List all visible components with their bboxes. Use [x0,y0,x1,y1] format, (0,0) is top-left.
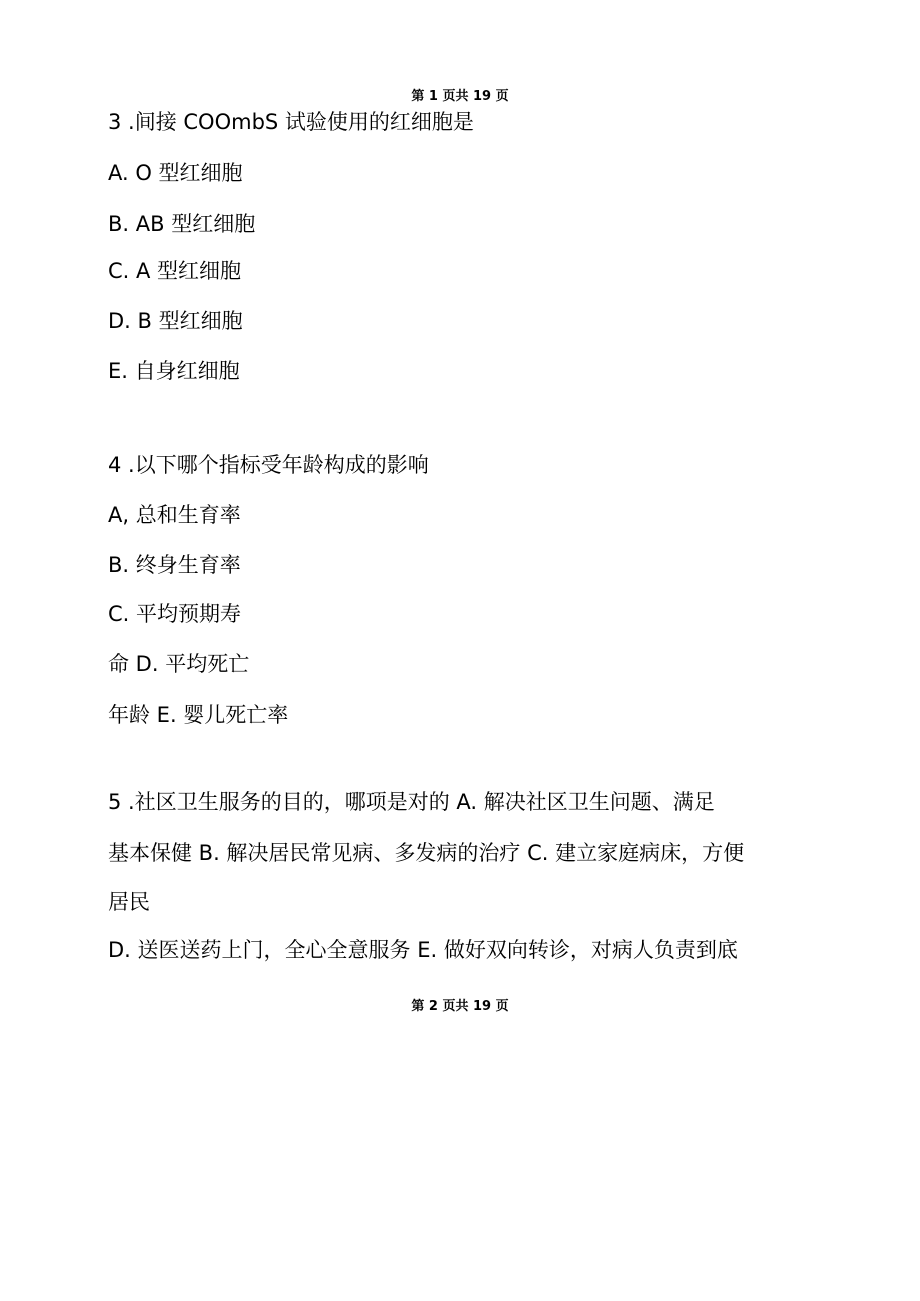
option-c: C. A 型红细胞 [108,259,242,283]
page-footer-top: 第 1 页共 19 页 [411,89,509,104]
option-d: 命 D. 平均死亡 [108,652,250,676]
question-stem-line-1: 5 .社区卫生服务的目的，哪项是对的 A. 解决社区卫生问题、满足 [108,790,715,814]
option-e: E. 自身红细胞 [108,359,240,383]
page-footer-bottom: 第 2 页共 19 页 [411,999,509,1014]
option-e: 年龄 E. 婴儿死亡率 [108,703,289,727]
question-stem-line-2: 基本保健 B. 解决居民常见病、多发病的治疗 C. 建立家庭病床，方便 [108,841,745,865]
option-b: B. 终身生育率 [108,553,241,577]
option-b: B. AB 型红细胞 [108,212,256,236]
option-a: A, 总和生育率 [108,503,241,527]
option-d: D. B 型红细胞 [108,309,243,333]
question-stem-line-4: D. 送医送药上门，全心全意服务 E. 做好双向转诊，对病人负责到底 [108,938,738,962]
option-c: C. 平均预期寿 [108,602,242,626]
question-stem: 3 .间接 COOmbS 试验使用的红细胞是 [108,110,474,134]
option-a: A. O 型红细胞 [108,161,243,185]
question-stem-line-3: 居民 [108,890,150,914]
question-stem: 4 .以下哪个指标受年龄构成的影响 [108,453,429,477]
